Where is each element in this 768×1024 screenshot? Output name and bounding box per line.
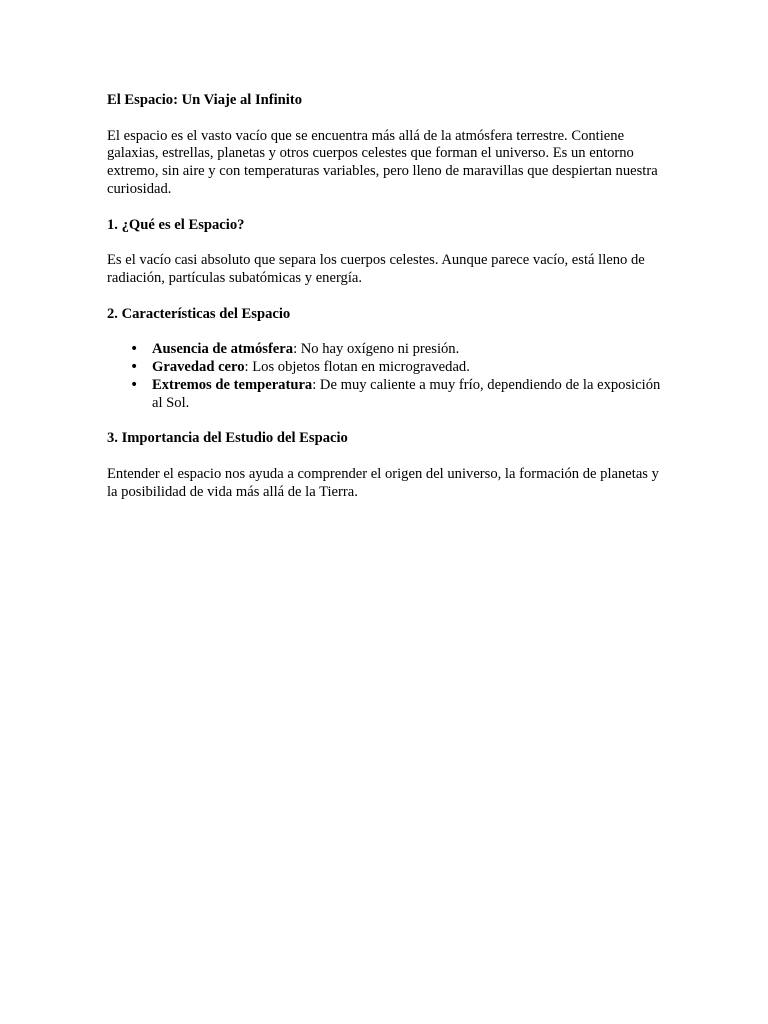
list-item-term: Gravedad cero [152, 358, 245, 375]
section-text-what-is-space: Es el vacío casi absoluto que separa los cuerpos celestes. Aunque parece vacío, está lleno de radiación, partículas subatómicas y energía. [107, 252, 645, 286]
bullet-icon [130, 341, 140, 359]
list-item-description: : De muy caliente a muy frío, dependiendo de la exposición al Sol. [152, 376, 661, 411]
list-item [152, 341, 667, 359]
section-heading-what-is-space: 1. ¿Qué es el Espacio? [107, 216, 245, 233]
document-page [107, 92, 667, 519]
section-text-importance: Entender el espacio nos ayuda a comprender el origen del universo, la formación de planetas y la posibilidad de vida más allá de la Tierra. [107, 465, 659, 500]
list-item [152, 377, 667, 413]
document-title: El Espacio: Un Viaje al Infinito [107, 92, 303, 108]
list-item-description: : Los objetos flotan en microgravedad. [244, 358, 470, 375]
list-item-term: Extremos de temperatura [152, 376, 313, 393]
list-item-description: : No hay oxígeno ni presión. [293, 341, 460, 358]
characteristics-list [107, 341, 667, 412]
bullet-icon [130, 359, 140, 377]
list-item-term: Ausencia de atmósfera [152, 341, 294, 358]
bullet-icon [130, 377, 140, 395]
section-heading-importance: 3. Importancia del Estudio del Espacio [107, 430, 348, 447]
section-heading-characteristics: 2. Características del Espacio [107, 305, 291, 322]
list-item [152, 359, 667, 377]
intro-paragraph: El espacio es el vasto vacío que se encuentra más allá de la atmósfera terrestre. Contiene galaxias, estrellas, planetas y otros cuerpos celestes que forman el universo. Es un entorno extremo, sin aire y con temperaturas variables, pero lleno de maravillas que despiertan nuestra curiosidad. [107, 127, 658, 197]
